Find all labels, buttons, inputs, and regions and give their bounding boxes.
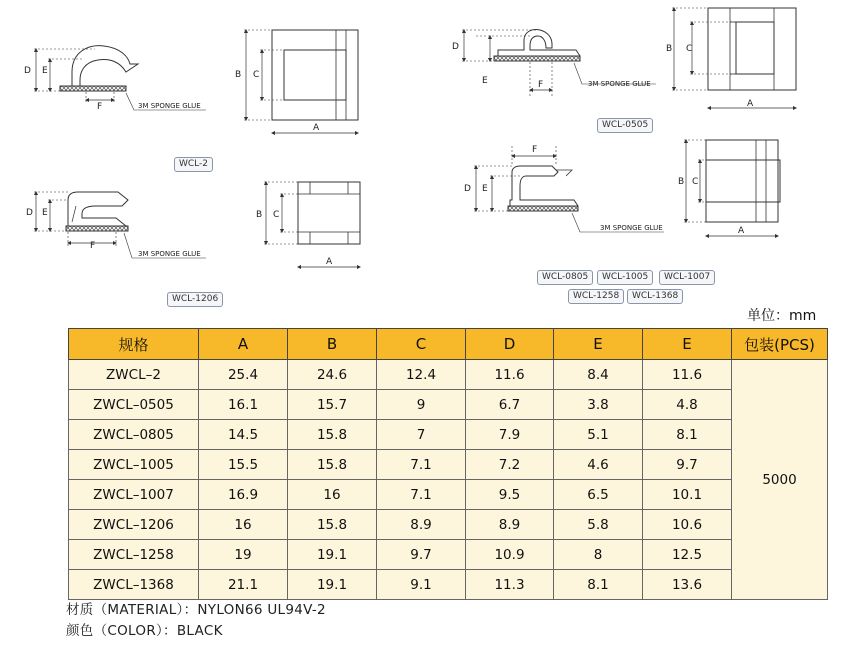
cell-e2: 10.1	[643, 480, 732, 510]
table-row	[69, 480, 828, 510]
model-tag-wcl-0805: WCL-0805	[537, 270, 593, 285]
cell-e2: 10.6	[643, 510, 732, 540]
cell-model: ZWCL–1005	[69, 450, 199, 480]
cell-e2: 11.6	[643, 360, 732, 390]
header-spec: 规格	[69, 329, 199, 360]
cell-d: 9.5	[466, 480, 554, 510]
wcl1206-glue-label: 3M SPONGE GLUE	[138, 250, 201, 258]
header-c: C	[377, 329, 466, 360]
model-tag-wcl-1206: WCL-1206	[167, 292, 223, 307]
wcl2-top-view	[244, 30, 358, 133]
wcl2-label-e: E	[42, 66, 48, 76]
cell-c: 9.7	[377, 540, 466, 570]
wcl1206-label-c: C	[273, 210, 280, 220]
cell-e2: 9.7	[643, 450, 732, 480]
cell-d: 6.7	[466, 390, 554, 420]
table-row	[69, 510, 828, 540]
header-e: E	[554, 329, 643, 360]
cell-e: 6.5	[554, 480, 643, 510]
table-header-row	[69, 329, 828, 360]
model-tag-wcl-1368: WCL-1368	[627, 289, 683, 304]
model-tag-wcl-1007: WCL-1007	[659, 270, 715, 285]
wcl0805-side-view	[474, 146, 664, 232]
cell-d: 11.3	[466, 570, 554, 600]
cell-b: 15.8	[288, 510, 377, 540]
cell-e2: 8.1	[643, 420, 732, 450]
cell-d: 7.9	[466, 420, 554, 450]
cell-e: 8.1	[554, 570, 643, 600]
cell-a: 16.9	[199, 480, 288, 510]
technical-drawings	[0, 0, 846, 320]
table-row	[69, 420, 828, 450]
model-tag-wcl-1005: WCL-1005	[597, 270, 653, 285]
cell-e: 4.6	[554, 450, 643, 480]
wcl2-label-f: F	[97, 102, 103, 112]
wcl0805-label-f: F	[532, 145, 538, 155]
header-d: D	[466, 329, 554, 360]
cell-b: 15.8	[288, 450, 377, 480]
wcl0805-label-a: A	[738, 226, 745, 236]
cell-b: 24.6	[288, 360, 377, 390]
cell-model: ZWCL–1258	[69, 540, 199, 570]
table-row	[69, 360, 828, 390]
cell-c: 9	[377, 390, 466, 420]
table-row	[69, 570, 828, 600]
wcl2-label-a: A	[313, 123, 320, 133]
cell-e: 8	[554, 540, 643, 570]
wcl0805-label-d: D	[464, 184, 471, 194]
wcl1206-side-view	[34, 192, 206, 258]
model-tag-wcl-2: WCL-2	[174, 157, 213, 172]
table-row	[69, 450, 828, 480]
cell-e: 3.8	[554, 390, 643, 420]
wcl0505-label-e: E	[482, 76, 488, 86]
model-tag-wcl-1258: WCL-1258	[568, 289, 624, 304]
wcl0505-label-b: B	[666, 44, 673, 54]
header-b: B	[288, 329, 377, 360]
wcl0505-label-c: C	[686, 44, 693, 54]
cell-e2: 4.8	[643, 390, 732, 420]
cell-a: 19	[199, 540, 288, 570]
cell-model: ZWCL–0805	[69, 420, 199, 450]
unit-label: 单位：mm	[747, 308, 817, 324]
header-e2: E	[643, 329, 732, 360]
header-a: A	[199, 329, 288, 360]
wcl0505-top-view	[672, 8, 796, 108]
wcl0805-label-b: B	[678, 177, 685, 187]
cell-c: 7.1	[377, 480, 466, 510]
wcl2-label-d: D	[24, 66, 31, 76]
cell-packaging: 5000	[732, 360, 828, 600]
wcl0505-label-d: D	[452, 42, 459, 52]
wcl1206-label-d: D	[26, 208, 33, 218]
cell-d: 7.2	[466, 450, 554, 480]
cell-b: 15.7	[288, 390, 377, 420]
cell-e: 8.4	[554, 360, 643, 390]
wcl0805-label-c: C	[692, 177, 699, 187]
cell-e2: 12.5	[643, 540, 732, 570]
wcl1206-label-a: A	[326, 257, 333, 267]
cell-d: 10.9	[466, 540, 554, 570]
wcl2-label-c: C	[253, 70, 260, 80]
material-note: 材质（MATERIAL）：NYLON66 UL94V-2	[66, 602, 326, 618]
wcl2-label-b: B	[235, 70, 242, 80]
cell-d: 8.9	[466, 510, 554, 540]
cell-b: 16	[288, 480, 377, 510]
wcl0505-glue-label: 3M SPONGE GLUE	[588, 80, 651, 88]
wcl0805-glue-label: 3M SPONGE GLUE	[600, 224, 663, 232]
cell-b: 15.8	[288, 420, 377, 450]
cell-b: 19.1	[288, 570, 377, 600]
wcl1206-label-f: F	[90, 241, 96, 251]
cell-model: ZWCL–1206	[69, 510, 199, 540]
cell-a: 14.5	[199, 420, 288, 450]
cell-c: 7.1	[377, 450, 466, 480]
cell-model: ZWCL–0505	[69, 390, 199, 420]
cell-a: 16	[199, 510, 288, 540]
model-tag-wcl-0505: WCL-0505	[597, 118, 653, 133]
table-row	[69, 540, 828, 570]
cell-e: 5.1	[554, 420, 643, 450]
wcl2-side-view	[34, 46, 206, 110]
cell-e2: 13.6	[643, 570, 732, 600]
cell-c: 12.4	[377, 360, 466, 390]
table-row	[69, 390, 828, 420]
cell-d: 11.6	[466, 360, 554, 390]
cell-a: 16.1	[199, 390, 288, 420]
cell-c: 9.1	[377, 570, 466, 600]
cell-c: 8.9	[377, 510, 466, 540]
wcl1206-top-view	[264, 182, 360, 267]
header-packaging: 包装(PCS)	[732, 329, 828, 360]
wcl2-glue-label: 3M SPONGE GLUE	[138, 102, 201, 110]
cell-model: ZWCL–1368	[69, 570, 199, 600]
wcl1206-label-b: B	[256, 210, 263, 220]
wcl0805-label-e: E	[482, 184, 488, 194]
wcl0805-top-view	[684, 140, 780, 236]
cell-c: 7	[377, 420, 466, 450]
cell-e: 5.8	[554, 510, 643, 540]
wcl1206-label-e: E	[42, 208, 48, 218]
wcl0505-label-f: F	[538, 80, 544, 90]
cell-a: 21.1	[199, 570, 288, 600]
wcl0505-label-a: A	[747, 99, 754, 109]
cell-b: 19.1	[288, 540, 377, 570]
cell-a: 25.4	[199, 360, 288, 390]
cell-model: ZWCL–2	[69, 360, 199, 390]
color-note: 颜色（COLOR）：BLACK	[66, 623, 223, 639]
cell-model: ZWCL–1007	[69, 480, 199, 510]
spec-table	[68, 328, 828, 600]
cell-a: 15.5	[199, 450, 288, 480]
